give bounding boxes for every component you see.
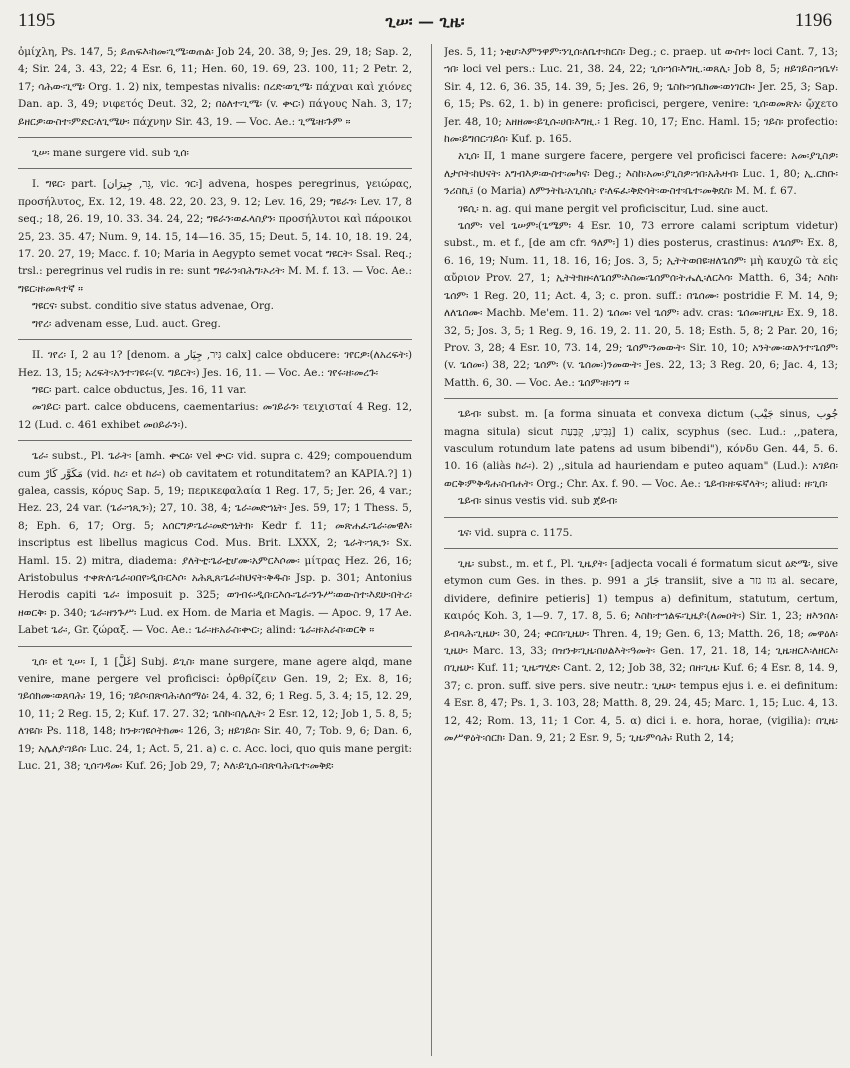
section-rule [18, 137, 412, 138]
left-page-number: 1195 [18, 10, 56, 31]
dictionary-entry: ጌይብ፡ sinus vestis vid. sub ጀይብ፡ [458, 495, 618, 508]
dictionary-entry: I. ግዩር፡ part. [גֵּר, جِيرَان, vic. ጎር፡] advena, hospes peregrinus, γειώρας, προσήλυτος, Ex. 12, 19. 48. 22, 20. 23, 9. 12; Lev. 16, 29; ግዩራን፡ Lev. 17, 8 seq.; 18, 26. 19, 10. 33. 34. 24, 22; ግዩራን፡ወፈላስያን፡ προσήλυτοι καὶ πάροικοι 25, 23. 35. 47; Num. 9, 14. 15, 14—16. 35, 15; Deut. 5, 14. 10, 18. 19. 24, 17. 20. 27, 19; Macc. f. 10; Maria in Aegypto semet vocat ግዩርት፡ Ssal. Req.; trsl.: peregrinus vel rudis in re: sunt ግዩራን፡በሕግ፡ኦሪት፡ M. M. f. 13. — Voc. Ae.: ግዩር፡ዘ፡መጻተኛ ። [18, 178, 412, 295]
dictionary-entry: ጊሠ፡ mane surgere vid. sub ጊሰ፡ [32, 147, 189, 160]
left-column [18, 44, 412, 1064]
dictionary-entry: ግየረ፡ advenam esse, Lud. auct. Greg. [32, 317, 221, 330]
page-header [0, 10, 850, 36]
column-divider [431, 44, 432, 1056]
dictionary-entry: ግዩርና፡ subst. conditio sive status advenae, Org. [32, 300, 274, 313]
section-rule [444, 398, 838, 399]
section-rule [18, 440, 412, 441]
section-rule [18, 339, 412, 340]
section-rule [18, 646, 412, 647]
dictionary-entry: ὀμίχλη, Ps. 147, 5; ይጠፍእ፡ከመ፡ጊሜ፡ወጠል፡ Job 24, 20. 38, 9; Jes. 29, 18; Sap. 2, 4; Sir. 24, 3. 43, 22; 4 Esr. 6, 11; Hen. 60, 19. 69, 23. 100, 11; 2 Petr. 2, 17; ሳሕው፡ጊሜ፡ Org. 1. 2) nix, tempestas nivalis: በረድ፡ወጊሜ፡ πάχναι καὶ χιόνες Dan. ap. 3, 49; νιφετός Deut. 32, 2; በዕለተ፡ጊሜ፡ (v. ቍር፡) πάγους Nah. 3, 17; ይዘርዎ፡ውስተ፡ምድር፡ለጊሜሁ፡ πάχνην Sir. 43, 19. — Voc. Ae.: ጊሜ፡ዘ፡ጉም ። [18, 46, 412, 128]
dictionary-entry: ገዩሲ፡ n. ag. qui mane pergit vel proficiscitur, Lud. sine auct. [458, 202, 769, 215]
dictionary-entry: ጌራ፡ subst., Pl. ጌራት፡ [amh. ቍርዕ፡ vel ቍር፡ vid. supra c. 429; compouendum cum مَكَوَّر كَارْ (vid. ከረ፡ et ከራ፡) ob cavitatem et rotunditatem? an KAPIA.?] 1) galea, cassis, κόρυς Sap. 5, 19; περικεφαλαία 1 Reg. 17, 5; Jer. 26, 4 var.; Hez. 23, 24 var. (ጌራ፡ኀጺን፡); 27, 10. 38, 4; ጌራ፡መድኀኒት፡ Jes. 59, 17; 1 Thess. 5, 8; Eph. 6, 17; Org. 5; አሰርግዎ፡ጌራ፡መድኀኒትክ፡ Kedr f. 11; መጽሐፈ፡ጌራ፡መዊእ፡ inscriptus est libellus magicus Cod. Mus. Brit. LXXX, 2; ጌራት፡ኀጺን፡ Sx. Haml. 15. 2) mitra, diadema: ያለትቲ፡ጌራቲሆሙ፡አምርእሶሙ፡ μίτρας Hez. 26, 16; Aristobulus ተቀጽለ፡ጌራ፡ዐበየ፡ዲበ፡ርእሶ፡ አሕጺጸ፡ጌራ፡ከህናት፡ቅዱስ፡ Jsp. p. 301; Antonius Herodis capiti ጌራ፡ imposuit p. 325; ወገብሩ፡ዲበ፡ርእሱ፡ጌራ፡ንጉሥ፡ወውስተ፡እደሁ፡በትረ፡ዘወርቅ፡ p. 340; ጌራ፡ዘንጉሥ፡ Lud. ex Hom. de Maria et Magis. — Apoc. 9, 17 Ae. Labet ጌራ፡, Gr. ζώραξ. — Voc. Ae.: ጌራ፡ዘ፡አራስ፡ቍር፡; alind: ጌራ፡ዘ፡አራስ፡ወርቅ ። [18, 450, 412, 637]
dictionary-entry: II. ገየረ፡ I, 2 au 1? [denom. a גִּיר, جِيَار calx] calce obducere: ገየርዎ፡(ለአረፍት፡) Hez. 13, 15; አረፍት፡አንተ፡ገዩሩ፡(v. ግይርት፡) Jes. 16, 11. — Voc. Ae.: ገየሩ፡ዘ፡መረጉ፡ [18, 349, 412, 379]
dictionary-entry: ግዩር፡ part. calce obductus, Jes. 16, 11 var. [32, 383, 247, 396]
dictionary-entry: Jes. 5, 11; ነቂሆ፡እምንዋም፡ንጊሰ፡ለቤተ፡ክርስ፡ Deg.; c. praep. ut ውስተ፡ loci Cant. 7, 13; ኀበ፡ loci vel pers.: Luc. 21, 38. 24, 22; ጊሰ፡ኀበ፡እግዚ.፡ወጸሊ፡ Job 8, 5; ዘይገይስ፡ኀቤሃ፡ Sir. 4, 12. 6, 36. 35, 14. 39, 5; Jes. 26, 9; ጌስኩ፡ኀቤክሙ፡ወነገርኩ፡ Jer. 25, 3; Sap. 6, 15; Ps. 62, 1. b) in genere: proficisci, pergere, venire: ጊሰ፡ወመጽአ፡ ᾤχετο Jer. 48, 10; አዘዘሙ፡ይጊሱ፡ሀበ፡እግዚ.፡ 1 Reg. 10, 17; Enc. Haml. 15; ገይስ፡ profectio: ከመ፡ይግበር፡ገይሰ፡ Kuf. p. 165. [444, 46, 838, 146]
dictionary-entry: አጊሰ፡ II, 1 mane surgere facere, pergere vel proficisci facere: አመ፡ያጊስዎ፡ለታቦት፡ከህናት፡ አግብእዎ፡ውስተ፡መካና፡ Deg.; እስከ፡አመ፡ያጊስዎ፡ኀበ፡አሕዛብ፡ Luc. 1, 80; ኢ.ርክቡ፡ንሪስኪ፤ (o Maria) ለምንትኬ፡አጊስኪ፡ የ፡ለፍፈ፡ቅድሳት፡ውስተ፡ቤተ፡መቅደስ፡ M. M. f. 67. [444, 150, 838, 198]
running-head: ጊሠ፡ — ጊዜ፡ [385, 12, 465, 31]
section-rule [444, 548, 838, 549]
section-rule [444, 517, 838, 518]
section-rule [18, 168, 412, 169]
dictionary-entry: ጊዜ፡ subst., m. et f., Pl. ጊዜያት፡ [adjecta vocali é formatum sicut ዕድሜ፡, sive etymon cum Ges. in thes. p. 991 a جَازَ transiit, sive a גזז גזר al. secare, dividere, definire petieris] 1) tempus a) definitum, statutum, certum, καιρός Koh. 3, 1—9. 7, 17. 8, 5. 6; እስከ፡ተኀልፍ፡ጊዜያ፡(ለመዐት፡) Sir. 1, 23; ዘእንበለ፡ይብጻሕ፡ጊዜሁ፡ 30, 24; ቀርበ፡ጊዜሁ፡ Thren. 4, 19; Gen. 6, 13; Matth. 26, 18; መዋዕለ፡ጊዜሁ፡ Marc. 13, 33; በዝንቱ፡ጊዜ፡በሀልእት፡ዓመት፡ Gen. 17, 21. 18, 14; ጊዜ፡ዘርእ፡ለዘርእ፡በጊዜሁ፡ Kuf. 11; ጊዜ፡ግሂድ፡ Cant. 2, 12; Job 38, 32; በዘ፡ጊዜ፡ Kuf. 6; 4 Esr. 8, 14. 9, 37; c. pron. suff. sive pers. sive neutr.: ጊዜሁ፡ tempus ejus i. e. ei definitum: 4 Esr. 8, 47; Ps. 1, 3. 103, 28; Matth. 8, 29. 24, 45; Marc. 1, 15; Luc. 4, 13. 12, 42; Rom. 13, 11; 1 Cor. 4, 5. α) dici i. e. hora, horae, (vigilia): በጊዜ፡መሥዋዕት፡ሰርክ፡ Dan. 9, 21; 2 Esr. 9, 5; ጊዜ፡ምሳሕ፡ Ruth 2, 14; [444, 557, 838, 745]
dictionary-entry: ጌይብ፡ subst. m. [a forma sinuata et convexa dictum (جَيْب sinus, جُوب magna situla) sicut גְּבִיעַ, קֻבַּעַת] 1) calix, scyphus (sec. Lud.: ,,patera, vasculum rotundum late patens ad usum bibendi"), κόνδυ Gen. 44, 5. 6. 10. 16 (aliàs ከራ፡). 2) ,,situla ad hauriendam e puteo aquam" (Lud.): አገይበ፡ወርቅ፡ምቅዳሐ፡ስብሐት፡ Org.; Chr. Ax. f. 90. — Voc. Ae.: ጌይብ፡ዘ፡ፍኛላት፡; aliud: ዘ፡ጊበ፡ [444, 408, 838, 490]
dictionary-entry: ጌሰም፡ vel ጌሠም፡(ጌሜም፡ 4 Esr. 10, 73 errore calami scriptum videtur) subst., m. et f., [de am cfr. ዓለም፡] 1) dies posterus, crastinus: ለጌሰም፡ Ex. 8, 6. 16, 19; Num. 11, 18. 16, 16; Jos. 3, 5; ኢትትወበዩ፡ዘለጌሰም፡ μὴ καυχῶ τὰ εἰς αὔριον Prov. 27, 1; ኢትትክዙ፡ለጌሰም፡እስመ፡ጌሰምሰ፡ትሔሊ፡ለርእሳ፡ Matth. 6, 34; እስከ፡ጌሰም፡ 1 Reg. 20, 11; Act. 4, 3; c. pron. suff.: በጌሰሙ፡ postridie F. M. 14, 9; ለለጌሰሙ፡ Machb. Me'em. 11. 2) ጌሰመ፡ vel ጌሰም፡ adv. cras: ጌሰመ፡ዘጊዜ፡ Ex. 9, 18. 32, 5; Jos. 3, 5; 1 Reg. 9, 16. 19, 2. 11. 20, 5. 18; Esth. 5, 8; 2 Par. 20, 16; Prov. 3, 28; 4 Esr. 10, 73. 14, 29; ጌሰም፡ንመውት፡ Sir. 10, 10; አንትሙ፡ወአንተ፡ጌሰም፡ (v. ጌሰመ፡) 38, 22; ጌሰም፡ (v. ጌሰመ፡)ንመውት፡ Jes. 22, 13; 3 Reg. 20, 6; Jac. 4, 13; Matth. 6, 30. — Voc. Ae.: ጌሰም፡ዘ፡ነግ ። [444, 220, 838, 389]
right-page-number: 1196 [794, 10, 832, 31]
dictionary-entry: ጌና፡ vid. supra c. 1175. [458, 526, 573, 539]
dictionary-entry: ጊሰ፡ et ጊሠ፡ I, 1 [غَلَّ] Subj. ይጊስ፡ mane surgere, mane agere alqd, mane venire, mane pergere vel proficisci: ὀρθρίζειν Gen. 19, 2; Ex. 8, 16; ገይሰክሙ፡ወጸባሕ፡ 19, 16; ገይሶ፡በጽባሕ፡ለሰማዕ፡ 24, 4. 32, 6; 1 Reg. 5, 3. 4; 15, 12. 29, 10, 11; 2 Reg. 15, 2; Kuf. 17. 27. 32; ጌስኩ፡በሌሊት፡ 2 Esr. 12, 12; Job 1, 5. 8, 5; ለገዩስ፡ Ps. 118, 148; ከንቱ፡ገዩሶትክሙ፡ 126, 3; ዘይገይስ፡ Sir. 40, 7; Tob. 9, 6; Dan. 6, 19; አሌለያ፡ገይሰ፡ Luc. 24, 1; Act. 5, 21. a) c. c. Acc. loci, quo quis mane pergit: Luc. 21, 38; ጊሰ፡ገዳመ፡ Kuf. 26; Job 29, 7; እለ፡ይጊሱ፡በጽባሕ፡ቤተ፡መቅደ፡ [18, 655, 412, 773]
dictionary-entry: መገይር፡ part. calce obducens, caementarius: መገይራን፡ τειχισταί 4 Reg. 12, 12 (Lud. c. 461 exhibet መዐይራን፡). [18, 401, 412, 431]
right-column [444, 44, 838, 1064]
